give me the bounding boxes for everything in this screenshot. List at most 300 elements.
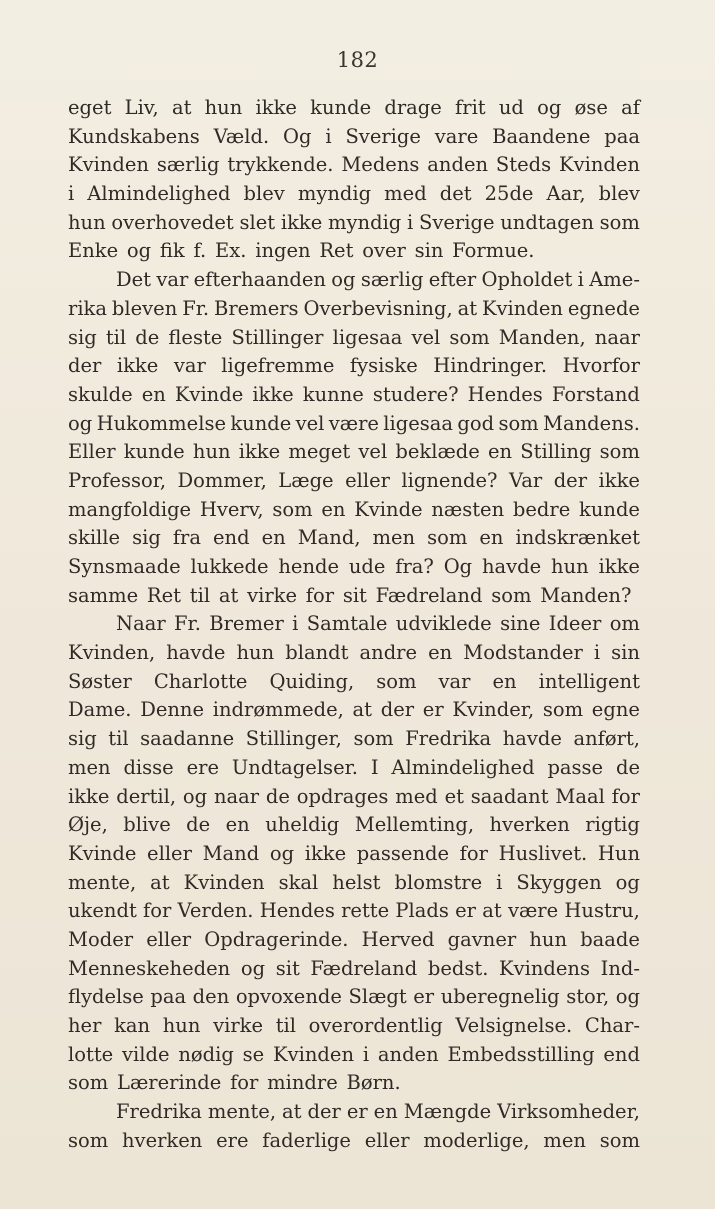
word: samme [68,583,139,607]
word: Charlotte [153,669,248,693]
word: er [455,899,476,923]
text-line [68,610,640,639]
text-line [68,151,640,180]
word: Eller [68,440,116,464]
word: med [395,784,438,808]
word: til [189,583,211,607]
word: Moder [68,927,134,951]
text-line [68,553,640,582]
word: drage [384,96,442,119]
word: helst [332,870,381,894]
word: Verden. [177,899,254,923]
word: Menneskeheden [68,956,231,980]
word: vel [295,411,325,435]
word: som [491,583,532,607]
word: egnede [567,296,640,320]
word: ligesaa [332,325,403,349]
text-line [68,983,640,1012]
word: og [182,784,208,808]
word: kunde [579,497,640,521]
word: Overbevisning, [303,296,453,320]
word: Enke [68,239,119,263]
word: for [143,899,172,923]
word: ikke [238,440,281,464]
word: ere [186,755,219,779]
word: Mand [202,841,260,865]
word: eget [68,96,112,119]
word: sig [68,325,97,349]
word: det [439,182,472,206]
word: ligesaa [383,411,454,435]
word: næsten [431,497,505,521]
text-line [68,955,640,984]
word: skille [68,526,121,550]
word: Kvinden [68,153,149,177]
word: gavner [447,927,517,951]
word: eller [345,468,390,492]
word: rette [341,899,390,923]
word: meget [288,440,351,464]
word: at [352,698,373,722]
word: anført, [573,727,640,751]
word: fleste [168,325,223,349]
word: studere? [372,382,459,406]
text-line [68,524,640,553]
word: som [599,440,640,464]
word: ligefremme [221,354,335,378]
word: Hendes [467,382,543,406]
word: rigtig [585,813,640,837]
word: og [126,239,152,263]
word: Kvinden [559,153,640,177]
word: Denne [140,698,205,722]
word: Undtagelser. [231,755,358,779]
word: frit [455,96,486,119]
word: som [68,1071,109,1095]
word: ingen [255,239,311,263]
word: mindre [267,1071,338,1095]
text-line [68,840,640,869]
word: mangfoldige [68,497,192,521]
text-line [68,209,640,238]
word: ud [498,96,524,119]
word: hun [236,641,275,665]
word: saadanne [140,727,235,751]
word: Hustru, [564,899,640,923]
word: Huslivet. [498,841,588,865]
word: Kvinden [273,1042,355,1066]
text-line [68,1098,640,1127]
word: Velsignelse. [455,1014,573,1037]
text-line [68,467,640,496]
word: som [272,497,313,521]
word: Var [508,468,543,492]
word: sine [500,612,541,636]
word: Baandene [492,124,591,148]
word: men [68,755,111,779]
word: mente, [207,1100,277,1124]
word: til [108,727,129,751]
word: Formue. [452,239,535,263]
word: flydelse [68,985,144,1009]
word: i [68,182,75,206]
word: for [230,1071,259,1095]
word: i [593,641,601,665]
word: Skyggen [516,870,602,894]
text-line [68,582,640,611]
word: Manden? [540,583,632,607]
word: der [380,698,415,722]
word: ude [348,555,386,578]
word: ukendt [68,899,137,923]
word: vare [434,124,479,148]
word: efter [428,268,477,292]
word: skal [278,870,319,894]
word: til [105,325,127,349]
word: Almindelighed [87,182,231,206]
word: f. [193,239,207,263]
word: vel [411,325,441,349]
word: Kvinde [68,841,137,865]
text-line [68,381,640,410]
word: virke [213,1014,264,1037]
word: Bremers [214,296,299,320]
word: intelligent [538,669,640,693]
word: sin [611,641,640,665]
word: Øje, [68,813,108,837]
word: kunde [230,411,292,435]
word: end [603,1042,640,1066]
word: som [498,411,539,435]
word: Synsmaade [68,555,181,578]
word: trykkende. [227,153,334,177]
word: Væld. [213,124,270,148]
word: opdrages [296,784,389,808]
word: særlig [360,268,424,292]
word: fysiske [349,354,418,378]
word: Mellemting, [354,813,475,837]
text-line [68,352,640,381]
word: Ret [146,583,181,607]
word: lukkede [190,555,269,578]
word: Kvinde [354,497,423,521]
word: Ame- [589,268,640,292]
word: en [321,497,346,521]
word: moderlige, [423,1128,530,1152]
text-line [68,1041,640,1070]
word: i [577,268,584,292]
word: Hindringer. [433,354,548,378]
word: lotte [68,1042,114,1066]
word: den [192,985,230,1009]
word: saadant [470,784,549,808]
word: kunde [310,96,372,119]
word: Dame. [68,698,132,722]
word: Plads [395,899,449,923]
word: opvoxende [235,985,342,1009]
word: Ret [319,239,354,263]
word: havde [502,727,562,751]
word: naar [213,784,260,808]
word: og [269,841,295,865]
word: vilde [122,1042,170,1066]
text-line [68,295,640,324]
word: Fr. [182,296,210,320]
word: bedst. [427,956,489,980]
word: bedre [512,497,571,521]
word: Læge [278,468,334,492]
word: indskrænket [515,526,640,550]
word: skulde [68,382,133,406]
word: Hvorfor [562,354,640,378]
word: eller [146,927,192,951]
word: anden [377,1042,439,1066]
word: en [487,440,513,464]
word: der [553,468,588,492]
word: stor, [566,985,610,1009]
word: overhovedet [111,210,234,234]
word: men [372,526,416,550]
text-line [68,696,640,725]
word: uheldig [265,813,340,837]
word: hun [68,210,106,234]
word: en [479,526,504,550]
word: som [376,669,417,693]
word: myndig [297,182,372,206]
word: Char- [584,1014,640,1037]
word: som [427,526,468,550]
word: Kvinden [183,870,265,894]
word: ikke [598,468,640,492]
word: og [615,870,640,894]
word: i [325,124,332,148]
text-line [68,811,640,840]
word: som [599,210,640,234]
word: Steds [495,153,552,177]
word: de [135,325,160,349]
word: Hukommelse [96,411,226,435]
text-line [68,869,640,898]
word: lignende? [401,468,498,492]
word: over [362,239,406,263]
word: i [292,612,299,636]
word: fik [159,239,185,263]
word: eller [147,841,192,865]
word: paa [150,985,187,1009]
word: ikke [280,210,323,234]
word: fra [172,526,201,550]
word: til [275,1014,296,1037]
word: Ind- [600,956,640,980]
text-line [68,725,640,754]
word: naar [594,325,640,349]
word: Lærerinde [117,1071,222,1095]
word: egne [591,698,640,722]
word: dertil, [116,784,177,808]
word: hende [278,555,340,578]
word: Naar [116,612,166,636]
text-line [68,1012,640,1041]
text-line [68,180,640,209]
word: ikke [304,841,347,865]
word: en [225,813,250,837]
word: Liv, [124,96,159,119]
word: sin [414,239,444,263]
word: og [615,985,640,1009]
word: for [305,583,335,607]
word: Fædreland [310,956,418,980]
word: øse [574,96,608,119]
word: Stillinger [231,325,324,349]
word: sit [342,583,367,607]
word: for [459,841,488,865]
word: faderlige [262,1128,351,1152]
word: Professor, [68,468,167,492]
word: hverken [489,813,570,837]
word: Almindelighed [391,755,535,779]
word: bleven [111,296,178,320]
word: hverken [122,1128,203,1152]
word: de [615,755,640,779]
text-line [68,237,640,266]
word: vel [358,440,388,464]
word: at [150,870,170,894]
word: Det [116,268,152,292]
word: Quiding, [269,669,355,693]
word: kunde [123,440,185,464]
word: i [407,210,414,234]
word: Sverige [345,124,421,148]
word: Embedsstilling [447,1042,595,1066]
word: slet [239,210,276,234]
word: Hun [597,841,640,865]
word: hun [192,440,231,464]
word: Sverige [419,210,495,234]
word: Bremer [209,612,284,636]
word: rika [68,296,107,320]
word: Hendes [259,899,335,923]
word: overordentlig [308,1014,443,1037]
page-number: 182 [336,48,379,72]
word: Herved [361,927,435,951]
word: ikke [68,784,110,808]
word: Dommer, [177,468,267,492]
text-line [68,324,640,353]
word: er [413,985,435,1009]
text-line [68,496,640,525]
word: passe [547,755,604,779]
word: Mand, [297,526,361,550]
word: Fædreland [375,583,483,607]
word: hun [529,927,568,951]
word: Mandens. [543,411,640,435]
word: fra? [395,555,434,578]
text-line [68,94,640,123]
word: Og [443,555,473,578]
word: ikke [116,354,159,378]
word: Virksomheder, [497,1100,640,1124]
word: en [492,669,517,693]
word: sit [275,956,300,980]
word: beklæde [395,440,480,464]
word: sig [132,526,161,550]
word: anden [427,153,489,177]
word: blomstre [394,870,483,894]
word: god [457,411,495,435]
word: se [242,1042,265,1066]
word: var [438,669,471,693]
word: de [186,813,211,837]
word: at [171,96,192,119]
word: hun [162,1014,201,1037]
word: blive [123,813,171,837]
word: virke [247,583,297,607]
word: ikke [598,555,640,578]
text-line [68,438,640,467]
word: Stilling [520,440,592,464]
word: Kvinden, [68,641,156,665]
word: Opdragerinde. [204,927,349,951]
word: Kvinden [481,296,563,320]
word: som [68,1128,109,1152]
word: end [212,526,250,550]
word: af [621,96,640,119]
word: Søster [68,669,132,693]
word: nødig [178,1042,234,1066]
word: kunne [302,382,364,406]
word: i [362,1042,370,1066]
word: for [611,784,640,808]
word: mente, [68,870,137,894]
word: og [240,956,266,980]
word: Aar, [546,182,586,206]
word: og [331,268,356,292]
word: være [507,899,559,923]
word: en [261,526,286,550]
word: passende [356,841,450,865]
word: at [482,899,502,923]
word: at [218,583,239,607]
word: myndig [328,210,402,234]
word: blandt [285,641,349,665]
text-line [68,754,640,783]
word: men [543,1128,586,1152]
word: som [542,698,584,722]
word: særlig [156,153,220,177]
word: havde [481,555,542,578]
text-line [68,668,640,697]
word: Forstand [551,382,640,406]
word: blev [243,182,285,206]
word: andre [359,641,418,665]
word: efterhaanden [193,268,326,292]
word: uberegnelig [440,985,560,1009]
word: Fredrika [116,1100,202,1124]
word: og [537,96,562,119]
text-line [68,1127,640,1156]
body-text [68,94,640,1155]
word: Modstander [463,641,583,665]
word: Børn. [346,1071,401,1095]
word: Stillinger, [245,727,342,751]
word: Maal [555,784,605,808]
word: Ex. [215,239,247,263]
word: Fr. [173,612,201,636]
text-line [68,410,640,439]
word: som [449,325,490,349]
word: ikke [252,382,294,406]
word: Fredrika [405,727,492,751]
